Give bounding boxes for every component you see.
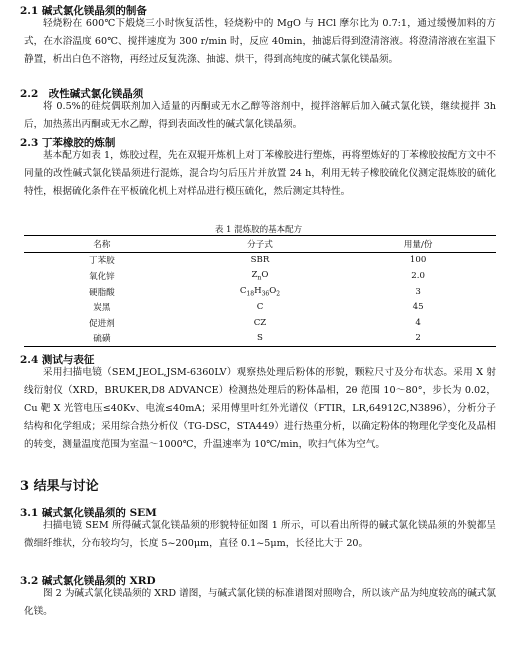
table-caption: 表 1 混炼胶的基本配方 (214, 225, 303, 235)
heading-2-1: 2.1 碱式氯化镁晶须的制备 (20, 5, 147, 17)
table-header-row (24, 236, 496, 253)
column-header-formula: 分子式 (247, 239, 273, 250)
cell-amount: 2.0 (411, 270, 425, 281)
cell-formula: S (257, 333, 263, 344)
cell-formula: CZ (253, 317, 267, 328)
paragraph-2-1: 轻烧粉在 600℃下煅烧三小时恢复活性，轻烧粉中的 MgO 与 HCl 摩尔比为 0.7:1，通过缓慢加料的方式，在水浴温度 60℃、搅拌速度为 300 r/min 时，反应 40min，抽滤后得到澄清溶液。将澄清溶液在室温下静置，析出白色不溶物，再经过反复洗涤、抽滤、烘干，得到高纯度的碱式氯化镁晶须。 (24, 18, 496, 65)
cell-name: 氧化锌 (88, 271, 115, 282)
cell-formula: $C_{18}H_{36}O_2$ (239, 285, 281, 298)
cell-name: 炭黑 (93, 303, 111, 314)
heading-3: 3 结果与讨论 (20, 479, 99, 494)
table-row (24, 252, 496, 268)
paragraph-2-3: 基本配方如表 1，炼胶过程，先在双辊开炼机上对丁苯橡胶进行塑炼，再将塑炼好的丁苯橡胶按配方文中不同量的改性碱式氯化镁晶须进行混炼，混合均匀后压片并放置 24 h，利用无转子橡胶硫化仪测定混炼胶的硫化特性，根据硫化条件在平板硫化机上对样品进行模压硫化，然后测定其特性。 (24, 150, 496, 197)
heading-2-4: 2.4 测试与表征 (20, 354, 95, 366)
cell-amount: 4 (415, 317, 421, 328)
cell-amount: 3 (415, 286, 421, 297)
paragraph-3-1: 扫描电镜 SEM 所得碱式氯化镁晶须的形貌特征如图 1 所示，可以看出所得的碱式氯化镁晶须的外貌都呈微细纤维状，分布较均匀，长度 5~200μm，直径 0.1~5μm，长径比大于 20。 (24, 520, 496, 549)
heading-3-2: 3.2 碱式氯化镁晶须的 XRD (20, 575, 156, 587)
column-header-amount: 用量/份 (403, 239, 433, 250)
formula-table (24, 235, 496, 347)
table-row (24, 299, 496, 315)
table-row (24, 268, 496, 284)
paragraph-2-4: 采用扫描电镜（SEM,JEOL,JSM-6360LV）观察热处理后粉体的形貌，颗粒尺寸及分布状态。采用 X 射线衍射仪（XRD，BRUKER,D8 ADVANCE）检测热处理后的粉体晶相，2θ 范围 10～80°，步长为 0.02，Cu 靶 X 光管电压≤40Kv、电流≤40mA；采用傅里叶红外光谱仪（FTIR，LR,64912C,N3896），分析分子结构和化学组成；采用综合热分析仪（TG-DSC，STA449）进行热重分析，以确定粉体的物理化学变化及晶相的转变，测量温度范围为室温～1000℃，升温速率为 10℃/min，吹扫气体为空气。 (24, 367, 496, 450)
cell-name: 丁苯胶 (88, 256, 115, 267)
cell-name: 促进剂 (88, 318, 115, 329)
cell-formula: $Z_nO$ (251, 270, 269, 282)
column-header-name: 名称 (93, 239, 111, 250)
heading-2-2: 2.2 改性碱式氯化镁晶须 (20, 88, 144, 100)
cell-name: 硬脂酸 (88, 287, 115, 298)
paragraph-2-2: 将 0.5%的硅烷偶联剂加入适量的丙酮或无水乙醇等溶剂中，搅拌溶解后加入碱式氯化镁，继续搅拌 3h 后，加热蒸出丙酮或无水乙醇，得到表面改性的碱式氯化镁晶须。 (24, 101, 496, 130)
cell-formula: SBR (250, 255, 270, 266)
cell-amount: 100 (409, 255, 427, 266)
cell-amount: 2 (415, 333, 421, 344)
cell-name: 硫磺 (93, 334, 111, 345)
table-row (24, 315, 496, 331)
table-row (24, 331, 496, 347)
paragraph-3-2: 图 2 为碱式氯化镁晶须的 XRD 谱图，与碱式氯化镁的标准谱图对照吻合，所以该产品为纯度较高的碱式氯化镁。 (24, 588, 496, 617)
cell-formula: C (256, 302, 264, 313)
cell-amount: 45 (412, 302, 424, 313)
table-row (24, 284, 496, 300)
heading-2-3: 2.3 丁苯橡胶的炼制 (20, 137, 116, 149)
heading-3-1: 3.1 碱式氯化镁晶须的 SEM (20, 507, 157, 519)
